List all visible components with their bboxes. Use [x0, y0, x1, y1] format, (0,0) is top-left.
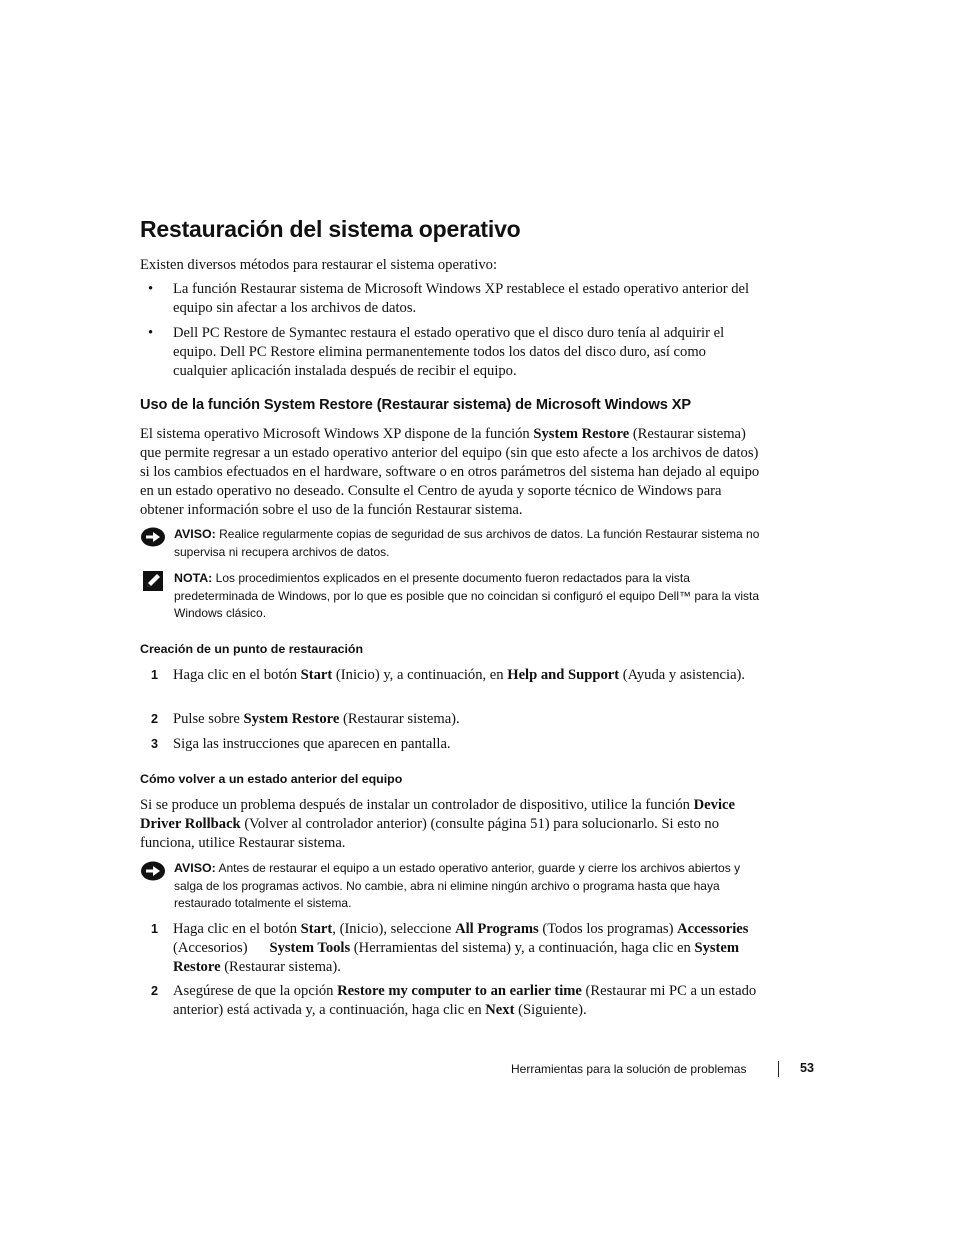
step-number: 2 — [151, 984, 159, 998]
step-text-run: (Inicio) y, a continuación, en — [332, 667, 508, 683]
section-heading: Uso de la función System Restore (Restaurar sistema) de Microsoft Windows XP — [140, 397, 692, 413]
ui-term: Device Driver Rollback — [140, 797, 735, 832]
step-text — [173, 920, 763, 977]
notice-text: AVISO: Realice regularmente copias de seguridad de sus archivos de datos. La función Restaurar sistema no supervisa ni recupera archivos de datos. — [174, 527, 760, 559]
step-text-run: (Todos los programas) — [538, 921, 678, 937]
page-title: Restauración del sistema operativo — [140, 216, 521, 242]
ui-term: System Restore — [243, 711, 340, 727]
step-text-run: (Herramientas del sistema) y, a continuación, haga clic en — [350, 940, 695, 956]
step-text-run: Haga clic en el botón — [173, 667, 301, 683]
step-number: 1 — [151, 922, 159, 936]
page-number: 53 — [800, 1061, 815, 1075]
ui-term: Help and Support — [507, 667, 620, 683]
footer-divider — [778, 1061, 779, 1077]
subsection-heading: Creación de un punto de restauración — [140, 642, 364, 656]
note-label: NOTA: — [174, 571, 213, 585]
step-text-run: Haga clic en el botón — [173, 921, 301, 937]
step-text-run: (Restaurar mi PC a un estado anterior) está activada y, a continuación, haga clic en — [173, 983, 757, 1018]
bullet-marker: • — [148, 281, 154, 297]
step-text-run: (Ayuda y asistencia). — [619, 667, 746, 683]
section-paragraph: El sistema operativo Microsoft Windows XP dispone de la función System Restore (Restaurar sistema) que permite regresar a un estado operativo anterior del equipo (sin que esto afecte a los archivos de datos) si los cambios efectuados en el hardware, software o en otros parámetros del sistema han dejado al equipo en un estado operativo no deseado. Consulte el Centro de ayuda y soporte técnico de Windows para obtener información sobre el uso de la función Restaurar sistema. — [140, 426, 760, 518]
step-text — [173, 735, 763, 754]
note-text: NOTA: Los procedimientos explicados en el presente documento fueron redactados para la vista predeterminada de Windows, por lo que es posible que no coincidan si configuró el equipo Dell™ para la vista Windows clásico. — [174, 571, 760, 620]
subsection-paragraph: Si se produce un problema después de instalar un controlador de dispositivo, utilice la función Device Driver Rollback (Volver al controlador anterior) (consulte página 51) para solucionarlo. Si esto no funciona, utilice Restaurar sistema. — [140, 797, 735, 851]
step-number: 1 — [151, 668, 159, 682]
notice-label: AVISO: — [174, 527, 216, 541]
step-text-run: (Accesorios) — [173, 940, 270, 956]
note-pencil-icon — [140, 570, 166, 592]
ui-term: System Tools — [269, 940, 351, 956]
step-text-run: Siga las instrucciones que aparecen en pantalla. — [173, 736, 451, 752]
ui-term: Start — [300, 921, 333, 937]
notice-arrow-icon — [140, 526, 166, 548]
step-text — [173, 982, 763, 1020]
ui-term: Restore my computer to an earlier time — [337, 983, 582, 999]
subsection-heading: Cómo volver a un estado anterior del equipo — [140, 772, 403, 786]
footer-chapter-title: Herramientas para la solución de problemas — [511, 1062, 747, 1076]
bullet-marker: • — [148, 325, 154, 341]
ui-term: Next — [485, 1002, 515, 1018]
intro-paragraph: Existen diversos métodos para restaurar el sistema operativo: — [140, 257, 498, 273]
bullet-text: La función Restaurar sistema de Microsoft Windows XP restablece el estado operativo anterior del equipo sin afectar a los archivos de datos. — [173, 281, 750, 316]
step-text-run: (Restaurar sistema). — [339, 711, 460, 727]
step-text-run: Asegúrese de que la opción — [173, 983, 338, 999]
notice-text: AVISO: Antes de restaurar el equipo a un estado operativo anterior, guarde y cierre los archivos abiertos y salga de los programas activos. No cambie, abra ni elimine ningún archivo o programa hasta que haya restaurado totalmente el sistema. — [174, 861, 741, 910]
ui-term: Start — [300, 667, 333, 683]
step-text — [173, 710, 763, 729]
ui-term: All Programs — [455, 921, 539, 937]
ui-term: System Restore — [173, 940, 740, 975]
notice-label: AVISO: — [174, 861, 216, 875]
ui-term: System Restore — [533, 426, 630, 442]
bullet-text: Dell PC Restore de Symantec restaura el estado operativo que el disco duro tenía al adquirir el equipo. Dell PC Restore elimina permanentemente todos los datos del disco duro, así como cualquier aplicación instalada después de recibir el equipo. — [173, 325, 725, 379]
step-number: 2 — [151, 712, 159, 726]
step-text-run: (Siguiente). — [514, 1002, 587, 1018]
step-text-run: Pulse sobre — [173, 711, 244, 727]
step-text — [173, 666, 763, 685]
step-number: 3 — [151, 737, 159, 751]
ui-term: Accessories — [677, 921, 749, 937]
step-text-run: (Restaurar sistema). — [220, 959, 341, 975]
notice-arrow-icon — [140, 860, 166, 882]
step-text-run: , (Inicio), seleccione — [332, 921, 456, 937]
